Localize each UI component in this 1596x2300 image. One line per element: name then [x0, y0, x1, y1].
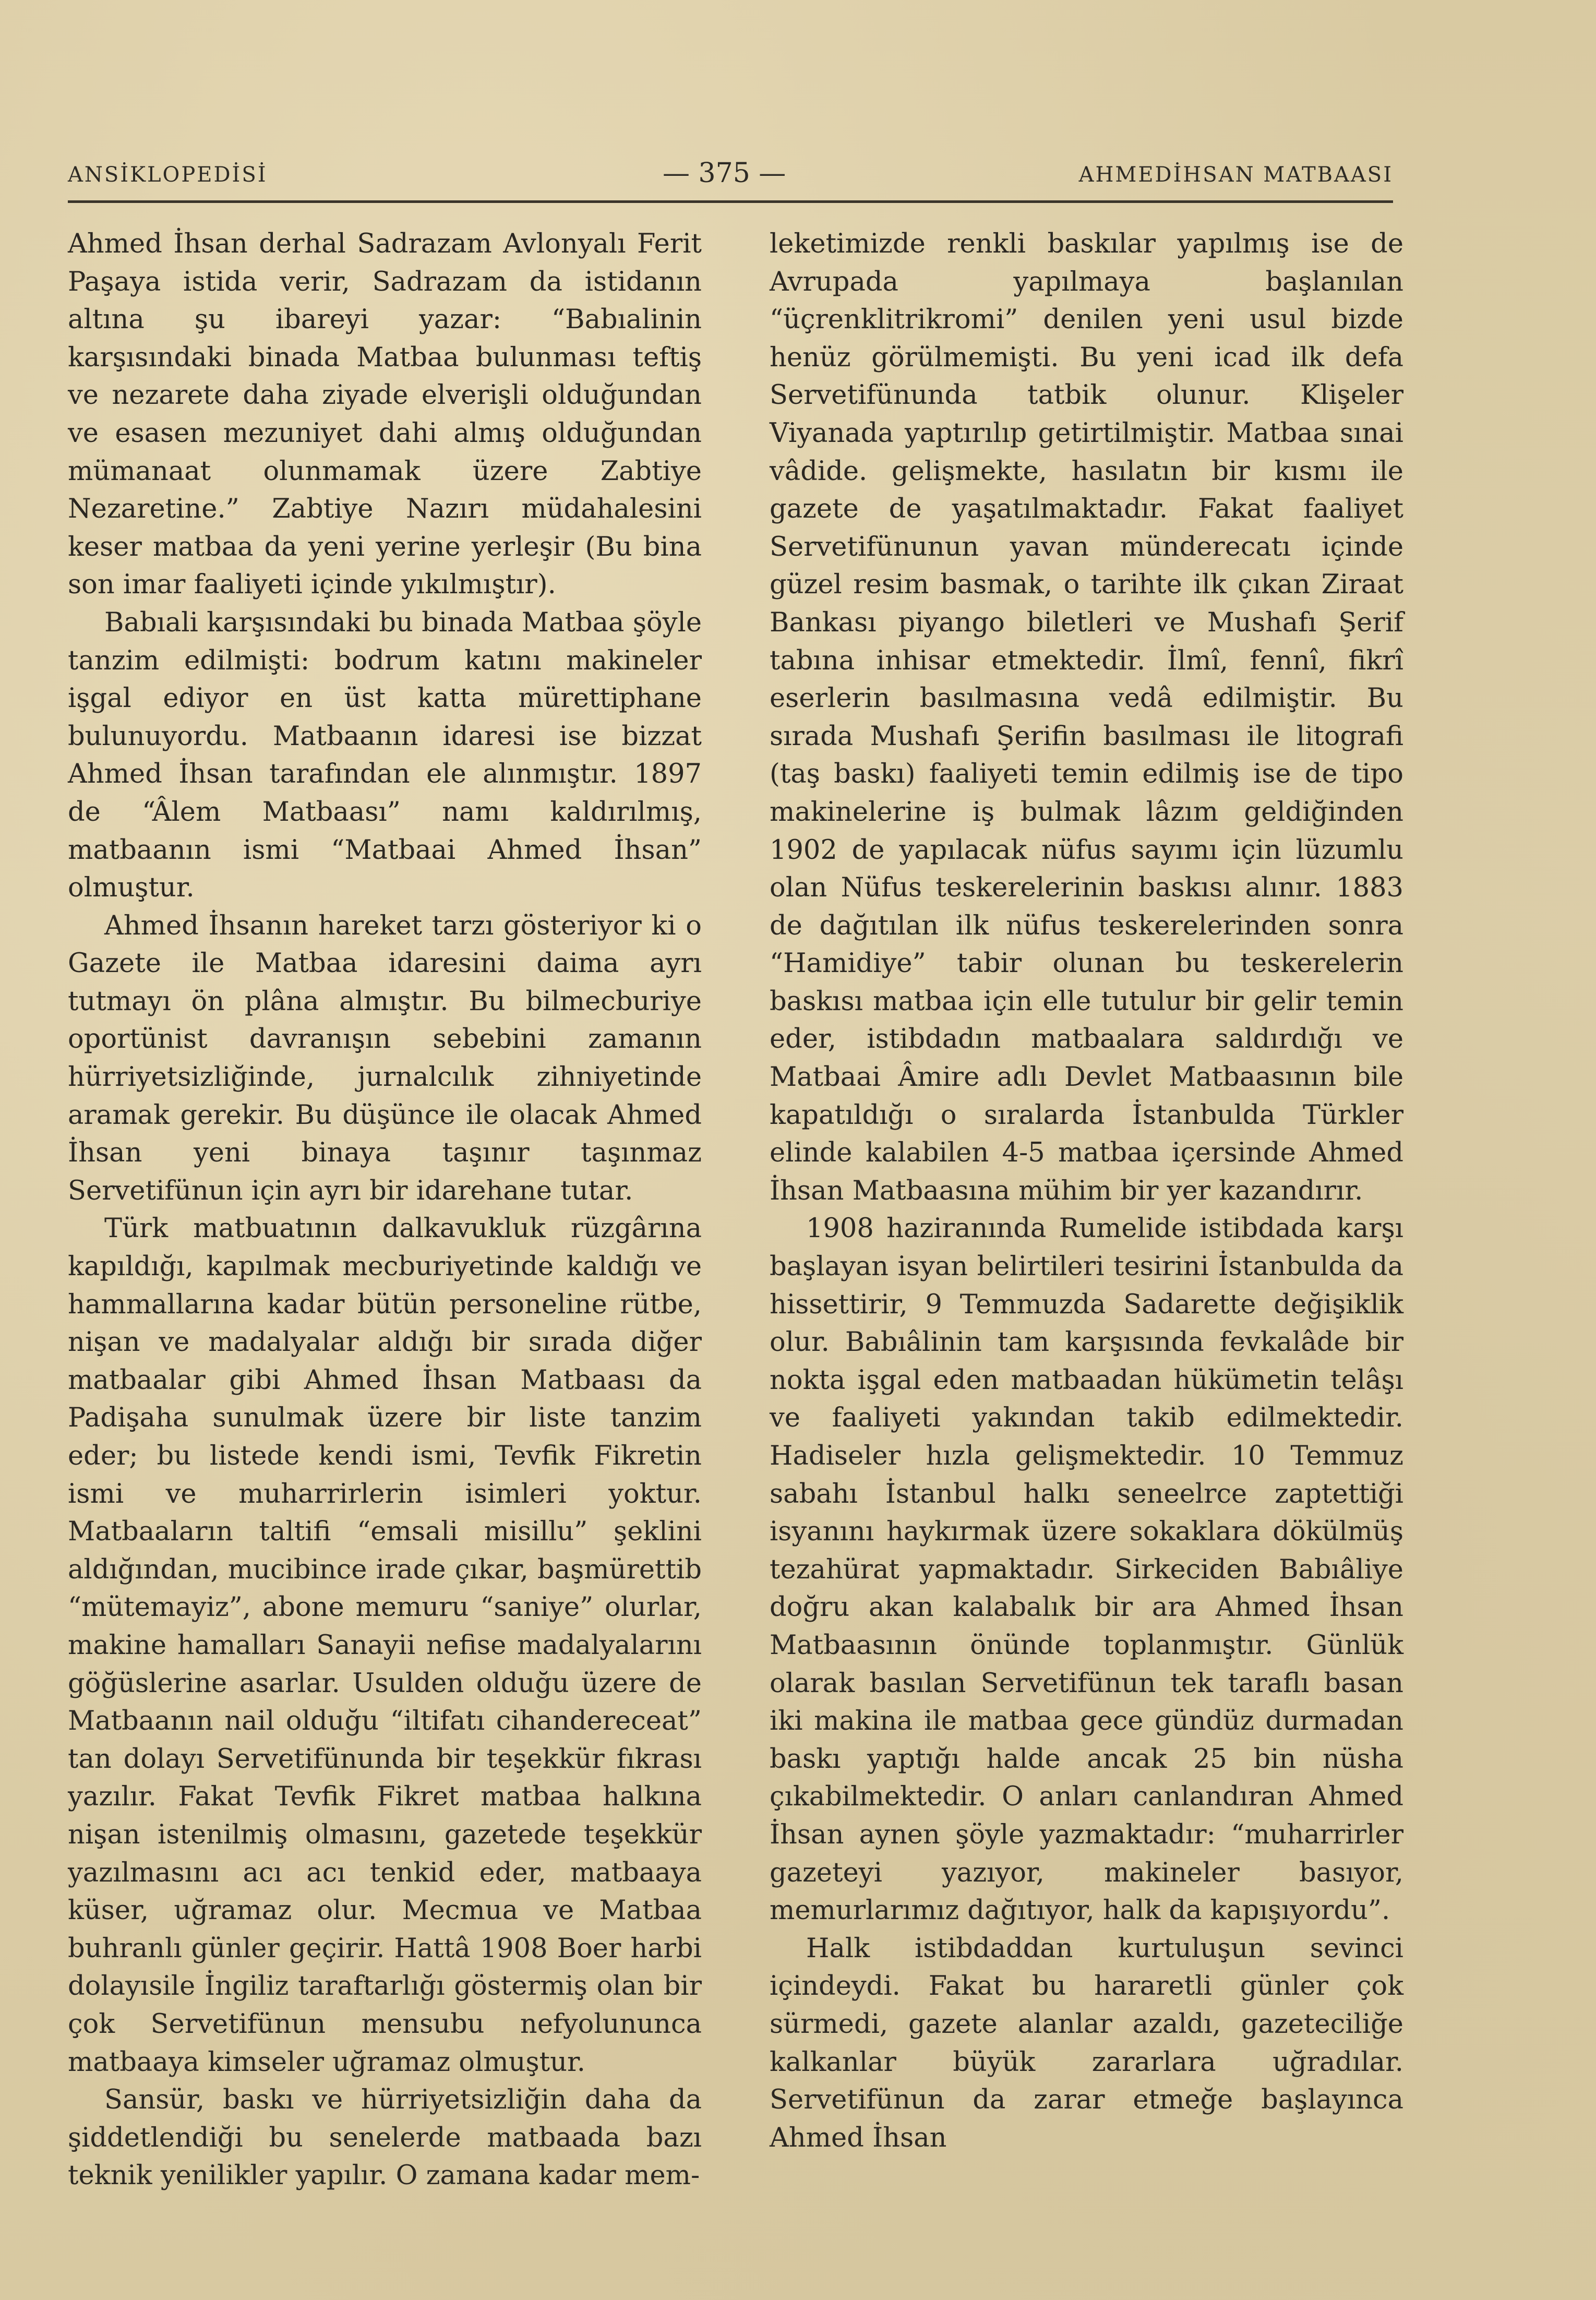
left-text-column — [68, 225, 702, 2195]
paragraph: Ahmed İhsanın hareket tarzı gösteriyor ki o Gazete ile Matbaa idaresini daima ayrı tutmayı ön plâna almıştır. Bu bilmecburiye oportünist davranışın sebebini zamanın hürriyetsizliğinde, jurnalcılık zihniyetinde aramak gerekir. Bu düşünce ile olacak Ahmed İhsan yeni binaya taşınır taşınmaz Servetifünun için ayrı bir idarehane tutar. — [68, 910, 702, 1206]
paragraph: Ahmed İhsan derhal Sadrazam Avlonyalı Ferit Paşaya istida verir, Sadrazam da istidanın altına şu ibareyi yazar: “Babıalinin karşısındaki binada Matbaa bulunması teftiş ve nezarete daha ziyade elverişli olduğundan ve esasen mezuniyet dahi almış olduğundan mümanaat olunmamak üzere Zabtiye Nezaretine.” Zabtiye Nazırı müdahalesini keser matbaa da yeni yerine yerleşir (Bu bina son imar faaliyeti içinde yıkılmıştır). — [68, 229, 702, 601]
paragraph: leketimizde renkli baskılar yapılmış ise de Avrupada yapılmaya başlanılan “üçrenklitrikromi” denilen yeni usul bizde henüz görülmemişti. Bu yeni icad ilk defa Servetifünunda tatbik olunur. Klişeler Viyanada yaptırılıp getirtilmiştir. Matbaa sınai vâdide. gelişmekte, hasılatın bir kısmı ile gazete de yaşatılmaktadır. Fakat faaliyet Servetifünunun yavan münderecatı içinde güzel resim basmak, o tarihte ilk çıkan Ziraat Bankası piyango biletleri ve Mushafı Şerif tabına inhisar etmektedir. İlmî, fennî, fikrî eserlerin basılmasına vedâ edilmiştir. Bu sırada Mushafı Şerifin basılması ile litografi (taş baskı) faaliyeti temin edilmiş ise de tipo makinelerine iş bulmak lâzım geldiğinden 1902 de yapılacak nüfus sayımı için lüzumlu olan Nüfus teskerelerinin baskısı alınır. 1883 de dağıtılan ilk nüfus teskerelerinden sonra “Hamidiye” tabir olunan bu teskerelerin baskısı matbaa için elle tutulur bir gelir temin eder, istibdadın matbaalara saldırdığı ve Matbaai Âmire adlı Devlet Matbaasının bile kapatıldığı o sıralarda İstanbulda Türkler elinde kalabilen 4-5 matbaa içersinde Ahmed İhsan Matbaasına mühim bir yer kazandırır. — [770, 229, 1403, 1206]
right-text-column — [770, 225, 1403, 2157]
header-rule — [68, 200, 1393, 203]
paragraph: 1908 haziranında Rumelide istibdada karşı başlayan isyan belirtileri tesirini İstanbulda da hissettirir, 9 Temmuzda Sadarette değişiklik olur. Babıâlinin tam karşısında fevkalâde bir nokta işgal eden matbaadan hükümetin telâşı ve faaliyeti yakından takib edilmektedir. Hadiseler hızla gelişmektedir. 10 Temmuz sabahı İstanbul halkı seneelrce zaptettiği isyanını haykırmak üzere sokaklara dökülmüş tezahürat yapmaktadır. Sirkeciden Babıâliye doğru akan kalabalık bir ara Ahmed İhsan Matbaasının önünde toplanmıştır. Günlük olarak basılan Servetifünun tek taraflı basan iki makina ile matbaa gece gündüz durmadan baskı yaptığı halde ancak 25 bin nüsha çıkabilmektedir. O anları canlandıran Ahmed İhsan aynen şöyle yazmaktadır: “muharrirler gazeteyi yazıyor, makineler basıyor, memurlarımız dağıtıyor, halk da kapışıyordu”. — [770, 1213, 1403, 1926]
paragraph: Halk istibdaddan kurtuluşun sevinci içindeydi. Fakat bu hararetli günler çok sürmedi, gazete alanlar azaldı, gazeteciliğe kalkanlar büyük zararlara uğradılar. Servetifünun da zarar etmeğe başlayınca Ahmed İhsan — [770, 1933, 1403, 2153]
paragraph: Türk matbuatının dalkavukluk rüzgârına kapıldığı, kapılmak mecburiyetinde kaldığı ve hammallarına kadar bütün personeline rütbe, nişan ve madalyalar aldığı bir sırada diğer matbaalar gibi Ahmed İhsan Matbaası da Padişaha sunulmak üzere bir liste tanzim eder; bu listede kendi ismi, Tevfik Fikretin ismi ve muharrirlerin isimleri yoktur. Matbaaların taltifi “emsali misillu” şeklini aldığından, mucibince irade çıkar, başmürettib “mütemayiz”, abone memuru “saniye” olurlar, makine hamalları Sanayii nefise madalyalarını göğüslerine asarlar. Usulden olduğu üzere de Matbaanın nail olduğu “iltifatı cihandereceat” tan dolayı Servetifünunda bir teşekkür fıkrası yazılır. Fakat Tevfik Fikret matbaa halkına nişan istenilmiş olmasını, gazetede teşekkür yazılmasını acı acı tenkid eder, matbaaya küser, uğramaz olur. Mecmua ve Matbaa buhranlı günler geçirir. Hattâ 1908 Boer harbi dolayısile İngiliz taraftarlığı göstermiş olan bir çok Servetifünun mensubu nefyolununca matbaaya kimseler uğramaz olmuştur. — [68, 1213, 702, 2078]
header-right-title: AHMEDİHSAN MATBAASI — [1078, 163, 1393, 187]
paragraph: Babıali karşısındaki bu binada Matbaa şöyle tanzim edilmişti: bodrum katını makineler işgal ediyor en üst katta mürettiphane bulunuyordu. Matbaanın idaresi ise bizzat Ahmed İhsan tarafından ele alınmıştır. 1897 de “Âlem Matbaası” namı kaldırılmış, matbaanın ismi “Matbaai Ahmed İhsan” olmuştur. — [68, 607, 702, 904]
running-header — [68, 157, 1393, 198]
page-number: — 375 — — [663, 158, 786, 189]
paragraph: Sansür, baskı ve hürriyetsizliğin daha da şiddetlendiği bu senelerde matbaada bazı teknik yenilikler yapılır. O zamana kadar mem- — [68, 2085, 702, 2191]
header-left-title: ANSİKLOPEDİSİ — [68, 163, 268, 187]
